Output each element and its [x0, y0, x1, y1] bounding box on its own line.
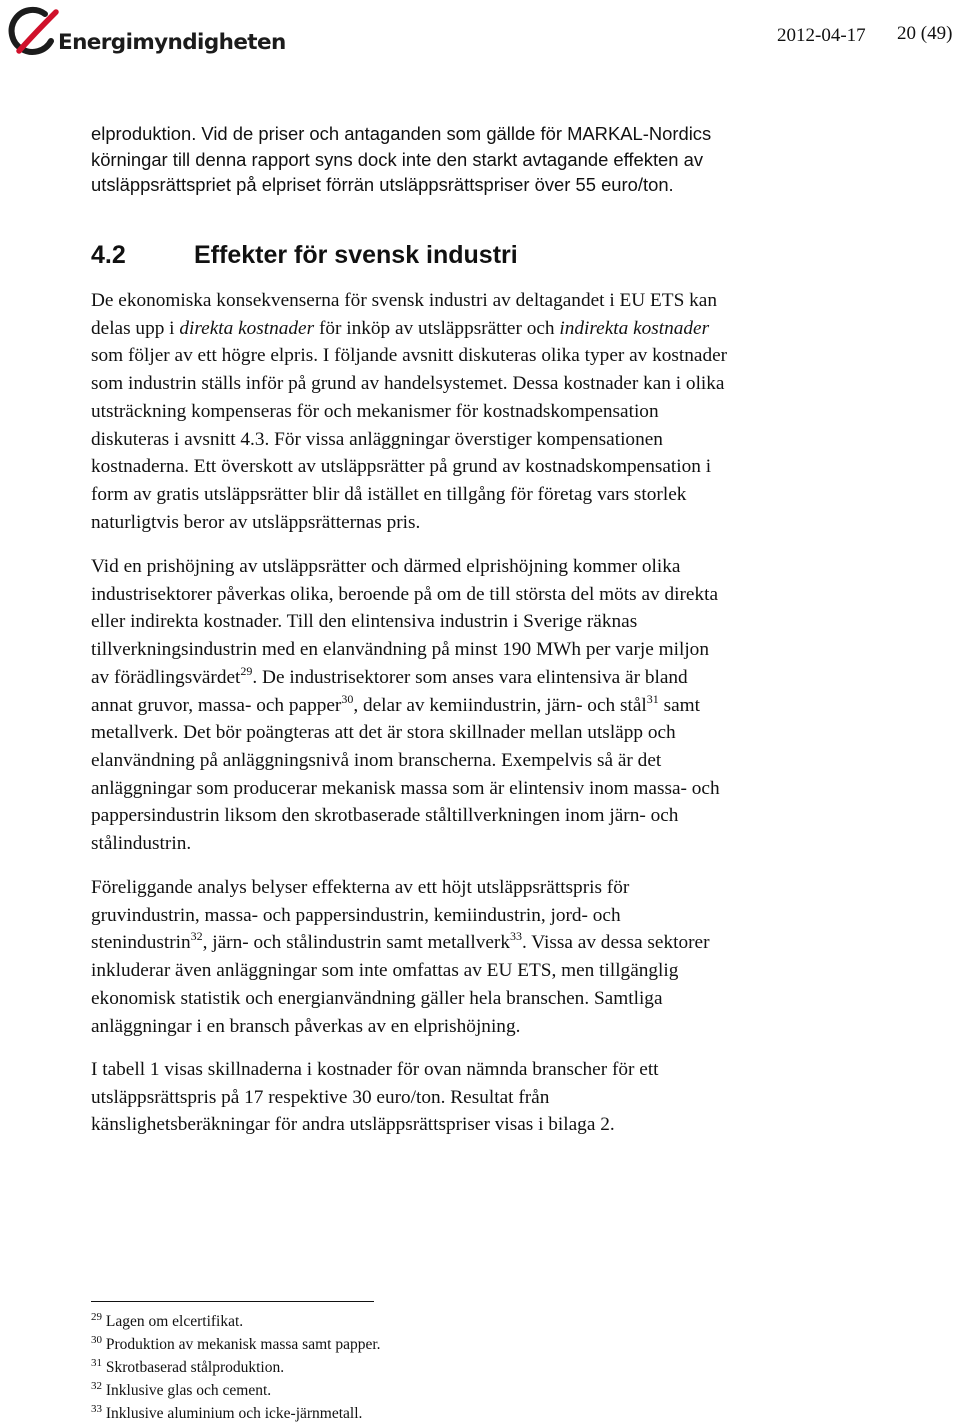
- body-paragraph-4: [91, 1056, 891, 1139]
- text-run: samt: [658, 694, 700, 716]
- text-run: . De industrisektorer som anses vara elintensiva är bland: [252, 666, 688, 688]
- emphasis-indirekta-kostnader: indirekta kostnader: [559, 317, 710, 339]
- text-run: . Vissa av dessa sektorer: [521, 932, 710, 954]
- text-line: ekonomisk statistik och energianvändning gäller hela branschen. Samtliga: [91, 987, 663, 1009]
- footnote-ref-33[interactable]: 33: [509, 929, 522, 944]
- text-line: industrisektorer påverkas olika, beroende på om de till största del möts av direkta: [91, 583, 718, 605]
- footnote-number: 29: [91, 1311, 102, 1323]
- footnote-ref-32[interactable]: 32: [190, 929, 203, 944]
- energimyndigheten-logo: [4, 4, 286, 60]
- section-title: Effekter för svensk industri: [194, 241, 518, 269]
- page-header: [0, 0, 960, 70]
- document-date: 2012-04-17: [777, 25, 866, 46]
- footnote-33: [91, 1405, 362, 1423]
- text-run: av förädlingsvärdet: [91, 666, 241, 688]
- section-number: 4.2: [91, 241, 126, 269]
- text-line: metallverk. Det bör poängteras att det är stora skillnader mellan utsläpp och: [91, 722, 676, 744]
- text-line: utsläppsrättspriet på elpriset förrän utsläppsrättspriser över 55 euro/ton.: [91, 174, 674, 195]
- text-line: diskuteras i avsnitt 4.3. För vissa anläggningar överstiger kompensationen: [91, 428, 663, 450]
- text-line: form av gratis utsläppsrätter blir då istället en tillgång för företag vars storlek: [91, 483, 687, 505]
- text-line: kostnaderna. Ett överskott av utsläppsrätter på grund av kostnadskompensation i: [91, 456, 712, 478]
- text-line: Vid en prishöjning av utsläppsrätter och därmed elprishöjning kommer olika: [91, 556, 681, 577]
- text-line: utsläppsrättspris på 17 respektive 30 euro/ton. Resultat från: [91, 1086, 550, 1108]
- text-run: , delar av kemiindustrin, järn- och stål: [353, 694, 647, 716]
- footnote-text: Lagen om elcertifikat.: [105, 1313, 244, 1330]
- footnote-ref-29[interactable]: 29: [240, 663, 253, 678]
- footnote-text: Skrotbaserad stålproduktion.: [105, 1359, 285, 1376]
- text-line: tillverkningsindustrin med en elanvändning på minst 190 MWh per varje miljon: [91, 639, 709, 661]
- footnote-text: Produktion av mekanisk massa samt papper.: [105, 1336, 381, 1353]
- text-line: stålindustrin.: [91, 833, 192, 855]
- page-number: 20 (49): [897, 23, 953, 44]
- body-paragraph-3: [91, 874, 891, 1040]
- footnote-text: Inklusive aluminium och icke-järnmetall.: [105, 1405, 363, 1422]
- text-line: anläggningar i en bransch påverkas av en elprishöjning.: [91, 1015, 521, 1037]
- footnote-ref-31[interactable]: 31: [646, 691, 659, 706]
- footnote-separator: [91, 1301, 374, 1302]
- footnote-ref-30[interactable]: 30: [341, 691, 354, 706]
- footnote-number: 30: [91, 1334, 102, 1346]
- text-line: inkluderar även anläggningar som inte omfattas av EU ETS, men tillgänglig: [91, 960, 679, 982]
- text-line: Föreliggande analys belyser effekterna av ett höjt utsläppsrättspris för: [91, 877, 630, 898]
- text-line: som industrin ställs inför på grund av handelsystemet. Dessa kostnader kan i olika: [91, 373, 725, 395]
- text-line: elanvändning på anläggningsnivå inom branscherna. Exempelvis så är det: [91, 749, 662, 771]
- footnote-number: 33: [91, 1403, 102, 1415]
- logo-wordmark: Energimyndigheten: [58, 30, 286, 55]
- footnote-32: [91, 1382, 271, 1400]
- text-line: utsträckning kompenseras för och mekanismer för kostnadskompensation: [91, 400, 659, 422]
- intro-paragraph: [91, 121, 891, 198]
- footnote-number: 32: [91, 1380, 102, 1392]
- text-line: I tabell 1 visas skillnaderna i kostnader för ovan nämnda branscher för ett: [91, 1059, 659, 1080]
- text-line: som följer av ett högre elpris. I följande avsnitt diskuteras olika typer av kostnader: [91, 345, 728, 367]
- emphasis-direkta-kostnader: direkta kostnader: [179, 317, 315, 339]
- text-line: [91, 692, 891, 720]
- text-run: annat gruvor, massa- och papper: [91, 694, 342, 716]
- text-run: stenindustrin: [91, 932, 191, 954]
- text-line: känslighetsberäkningar för andra utsläppsrättspriser visas i bilaga 2.: [91, 1114, 615, 1136]
- text-line: [91, 929, 891, 957]
- text-line: [91, 664, 891, 692]
- body-paragraph-2: [91, 553, 891, 858]
- text-line: naturligtvis beror av utsläppsrätternas pris.: [91, 511, 421, 533]
- footnote-number: 31: [91, 1357, 102, 1369]
- text-run: , järn- och stålindustrin samt metallverk: [202, 932, 510, 954]
- text-line: [91, 315, 891, 343]
- text-line: anläggningar som producerar mekanisk massa som är elintensiv inom massa- och: [91, 777, 720, 799]
- text-line: gruvindustrin, massa- och pappersindustrin, kemiindustrin, jord- och: [91, 904, 621, 926]
- energimyndigheten-logo-icon: [4, 4, 60, 60]
- text-line: eller indirekta kostnader. Till den elintensiva industrin i Sverige räknas: [91, 611, 638, 633]
- section-heading: [91, 241, 518, 270]
- text-run: delas upp i: [91, 317, 180, 339]
- text-line: elproduktion. Vid de priser och antaganden som gällde för MARKAL-Nordics: [91, 123, 712, 144]
- text-line: körningar till denna rapport syns dock inte den starkt avtagande effekten av: [91, 148, 704, 170]
- footnote-31: [91, 1359, 284, 1377]
- footnote-29: [91, 1313, 243, 1331]
- footnote-text: Inklusive glas och cement.: [105, 1382, 272, 1399]
- text-line: pappersindustrin liksom den skrotbaserade ståltillverkningen inom järn- och: [91, 805, 679, 827]
- footnote-30: [91, 1336, 381, 1354]
- text-run: för inköp av utsläppsrätter och: [314, 317, 560, 339]
- body-paragraph-1: [91, 287, 891, 536]
- text-line: De ekonomiska konsekvenserna för svensk industri av deltagandet i EU ETS kan: [91, 290, 717, 311]
